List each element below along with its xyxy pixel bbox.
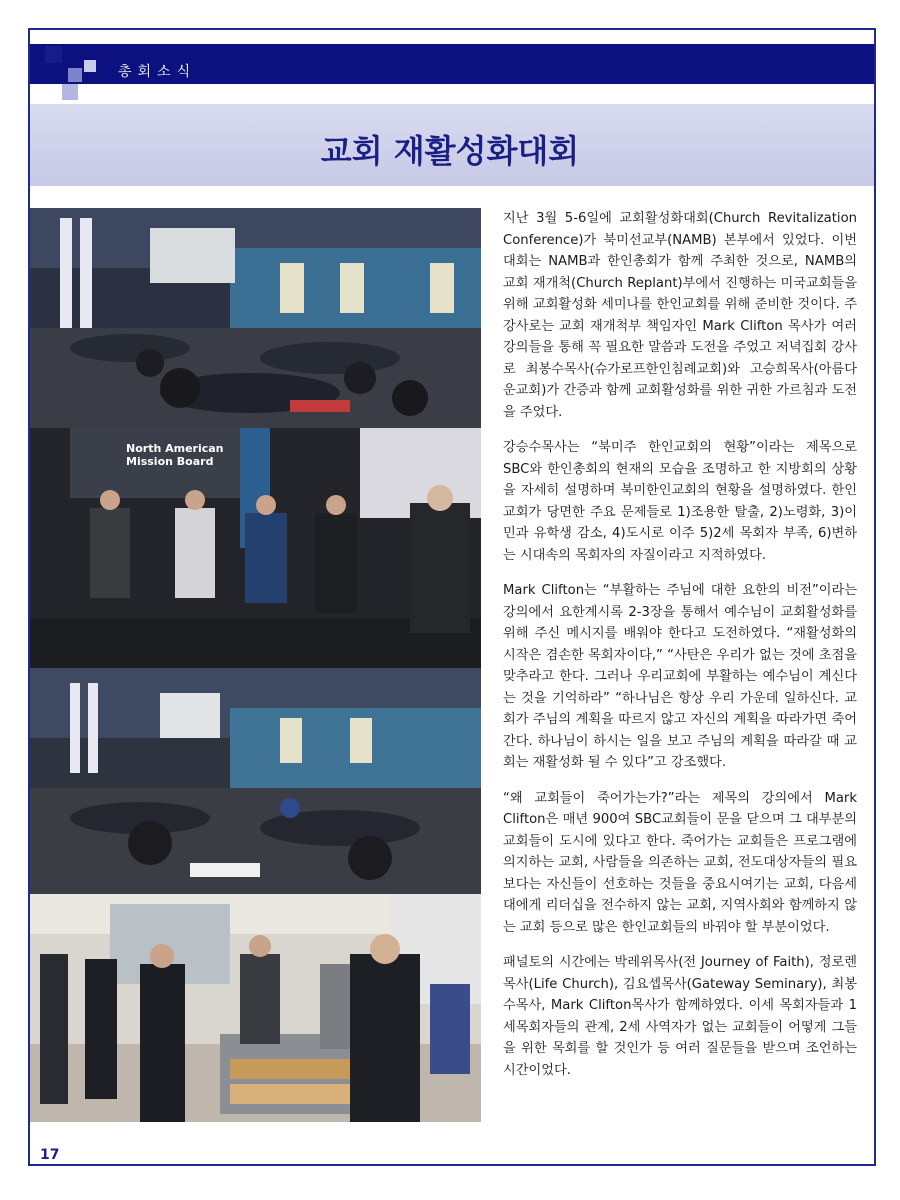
- panel-discussion-photo: [30, 428, 481, 668]
- article-paragraph: 강승수목사는 “북미주 한인교회의 현황”이라는 제목으로 SBC와 한인총회의 현재의 모습을 조명하고 한 지방회의 상황을 자세히 설명하며 북미한인교회의 현황을 설명하였다. 한인교회가 당면한 주요 문제들로 1)조용한 탈출, 2)노령화, 3)이민과 유학생 감소, 4)도시로 이주 5)2세 목회자 부족, 6)변하는 시대속의 목회자의 자질이라고 지적하였다.: [503, 440, 857, 563]
- decor-square: [45, 46, 62, 63]
- decor-square: [68, 68, 82, 82]
- article-paragraph: 지난 3월 5-6일에 교회활성화대회(Church Revitalization Conference)가 북미선교부(NAMB) 본부에서 있었다. 이번 대회는 NAMB과 한인총회가 함께 주최한 것으로, NAMB의 교회 재개척(Church Replant)부에서 진행하는 미국교회들을 위해 교회활성화 세미나를 한인교회를 위해 준비한 것이다. 주 강사로는 교회 재개척부 책임자인 Mark Clifton 목사가 여러 강의들을 통해 꼭 필요한 말씀과 도전을 주었고 저녁집회 강사로 최봉수목사(슈가로프한인침례교회)와 고승희목사(아름다운교회)가 간증과 함께 교회활성화를 위한 귀한 가르침과 도전을 주었다.: [503, 211, 857, 420]
- page-number: 17: [40, 1147, 60, 1163]
- mission-board-screen-text: North American Mission Board: [126, 442, 224, 468]
- buffet-line-photo: [30, 894, 481, 1122]
- article-body: [503, 208, 857, 1095]
- article-paragraph: 패널토의 시간에는 박레위목사(전 Journey of Faith), 정로렌목사(Life Church), 김요셉목사(Gateway Seminary), 최봉수목사, Mark Clifton목사가 함께하였다. 이세 목회자들과 1세목회자들의 관계, 2세 사역자가 없는 교회들이 어떻게 그들을 위한 목회를 할 것인가 등 여러 질문들을 받으며 조언하는 시간이었다.: [503, 955, 857, 1078]
- article-paragraph: Mark Clifton는 “부활하는 주님에 대한 요한의 비전”이라는 강의에서 요한계시록 2-3장을 통해서 예수님이 교회활성화를 위해 주신 메시지를 배워야 한다고 도전하였다. “재활성화의 시작은 겸손한 목회자이다,” “사탄은 우리가 없는 것에 초점을 맞추라고 한다. 그러나 우리교회에 부활하는 예수님이 계신다는 것을 기억하라” “하나님은 항상 우리 가운데 일하신다. 교회가 주님의 계획을 따르지 않고 자신의 계획을 따라가면 죽어간다. 하나님이 하시는 일을 보고 주님의 계획을 따라갈 때 교회는 재활성화 될 수 있다”고 강조했다.: [503, 583, 857, 770]
- section-label: 총회소식: [118, 64, 197, 80]
- decor-square: [84, 60, 96, 72]
- page-title: 교회 재활성화대회: [320, 132, 580, 170]
- decor-square: [62, 84, 78, 100]
- seminar-audience-photo: [30, 668, 481, 894]
- conference-hall-photo: [30, 208, 481, 428]
- article-paragraph: “왜 교회들이 죽어가는가?”라는 제목의 강의에서 Mark Clifton은 매년 900여 SBC교회들이 문을 닫으며 그 대부분의 교회들이 도시에 있다고 한다. 죽어가는 교회들은 프로그램에 의지하는 교회, 사람들을 의존하는 교회, 전도대상자들의 필요보다는 자신들이 선호하는 것들을 중요시여기는 교회, 다음세대에게 리더십을 전수하지 않는 교회, 지역사회와 함께하지 않는 교회 등으로 많은 한인교회들의 바꿔야 할 부분이었다.: [503, 790, 857, 935]
